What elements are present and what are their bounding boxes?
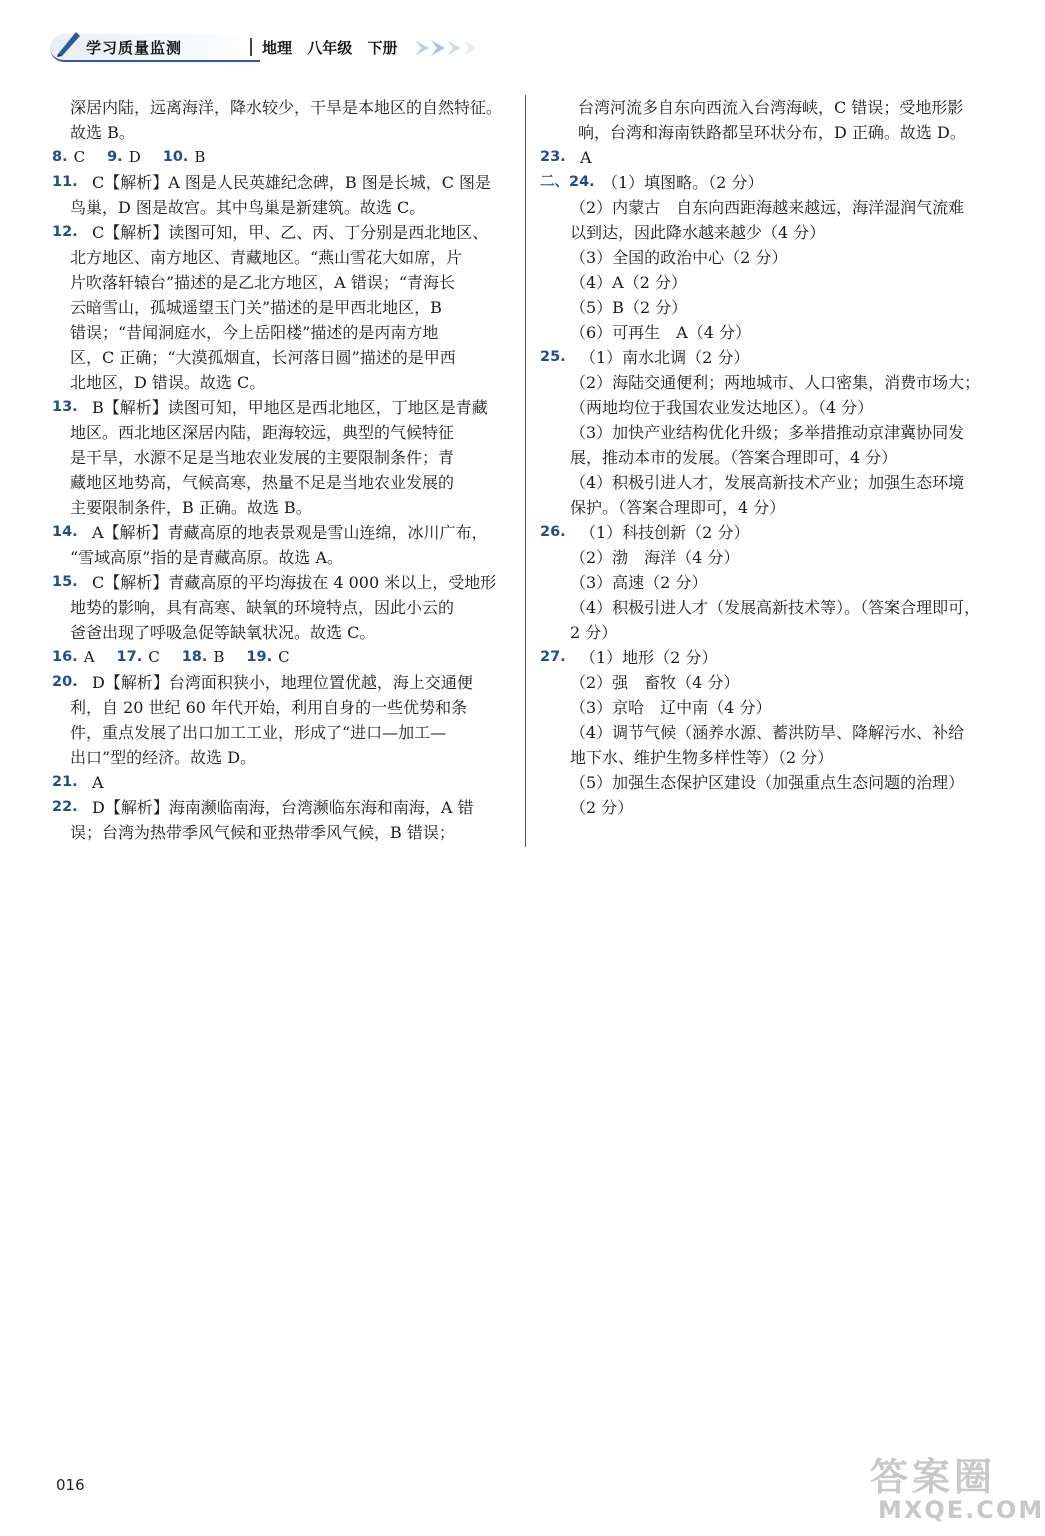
question-number: 二、24. bbox=[540, 174, 595, 190]
sub-answer: （5）B（2 分） bbox=[570, 298, 688, 317]
text-line: 地势的影响，具有高寒、缺氧的环境特点，因此小云的 bbox=[70, 598, 455, 617]
answer-value: D bbox=[128, 148, 141, 166]
question-number: 27. bbox=[540, 649, 566, 665]
text-line: 利，自 20 世纪 60 年代开始，利用自身的一些优势和条 bbox=[70, 698, 468, 717]
answer-text: C【解析】A 图是人民英雄纪念碑，B 图是长城，C 图是 bbox=[92, 173, 492, 192]
text-line: 出口”型的经济。故选 D。 bbox=[70, 748, 257, 767]
text-line: 台湾河流多自东向西流入台湾海峡，C 错误；受地形影 bbox=[578, 98, 964, 117]
sub-answer: （2）渤 海洋（4 分） bbox=[570, 548, 740, 567]
sub-answer: （2）内蒙古 自东向西距海越来越远，海洋湿润气流难 bbox=[570, 198, 965, 217]
answer-item-20 bbox=[52, 670, 512, 770]
left-column bbox=[52, 95, 512, 845]
question-number: 21. bbox=[52, 774, 78, 790]
watermark-logo bbox=[870, 1446, 1045, 1532]
text-line: 鸟巢，D 图是故宫。其中鸟巢是新建筑。故选 C。 bbox=[70, 198, 426, 217]
answer-row-16-19 bbox=[52, 645, 512, 670]
question-number: 20. bbox=[52, 674, 78, 690]
chevron-arrows-icon bbox=[415, 36, 495, 60]
text-line: 区，C 正确；“大漠孤烟直，长河落日圆”描述的是甲西 bbox=[70, 348, 456, 367]
text-line: 是干旱，水源不足是当地农业发展的主要限制条件；青 bbox=[70, 448, 455, 467]
answer-continuation bbox=[52, 95, 512, 145]
answer-row-8-10 bbox=[52, 145, 512, 170]
answer-text: D【解析】台湾面积狭小，地理位置优越，海上交通便 bbox=[92, 673, 473, 692]
sub-answer-line: 展，推动本市的发展。（答案合理即可，4 分） bbox=[570, 448, 898, 467]
sub-answer: （4）积极引进人才，发展高新技术产业；加强生态环境 bbox=[570, 473, 965, 492]
question-number: 16. bbox=[52, 649, 78, 665]
sub-answer-line: 保护。（答案合理即可，4 分） bbox=[570, 498, 786, 517]
answer-value: C bbox=[278, 648, 290, 666]
sub-answer: （3）高速（2 分） bbox=[570, 573, 708, 592]
text-line: 地区。西北地区深居内陆，距海较远，典型的气候特征 bbox=[70, 423, 455, 442]
text-line: 错误；“昔闻洞庭水，今上岳阳楼”描述的是丙南方地 bbox=[70, 323, 439, 342]
sub-answer: （2）海陆交通便利；两地城市、人口密集，消费市场大； bbox=[570, 373, 981, 392]
answer-item-25 bbox=[540, 345, 1002, 520]
page-header bbox=[50, 32, 450, 62]
text-line: 爸爸出现了呼吸急促等缺氧状况。故选 C。 bbox=[70, 623, 376, 642]
sub-answer: （4）积极引进人才（发展高新技术等）。（答案合理即可， bbox=[570, 598, 981, 617]
answer-value: C bbox=[73, 148, 86, 166]
sub-answer: （6）可再生 A（4 分） bbox=[570, 323, 752, 342]
sub-answer: （2）强 畜牧（4 分） bbox=[570, 673, 740, 692]
answer-item-23 bbox=[540, 145, 1002, 170]
answer-item-24 bbox=[540, 170, 1002, 345]
answer-text: A bbox=[580, 148, 592, 167]
text-line: 片吹落轩辕台”描述的是乙北方地区，A 错误；“青海长 bbox=[70, 273, 456, 292]
question-number: 13. bbox=[52, 399, 78, 415]
answer-item-12 bbox=[52, 220, 512, 395]
answer-text: A【解析】青藏高原的地表景观是雪山连绵，冰川广布， bbox=[92, 523, 488, 542]
answer-item-21 bbox=[52, 770, 512, 795]
text-line: 主要限制条件，B 正确。故选 B。 bbox=[70, 498, 312, 517]
answer-value: B bbox=[194, 148, 206, 166]
sub-answer: （4）调节气候（涵养水源、蓄洪防旱、降解污水、补给 bbox=[570, 723, 965, 742]
text-line: 云暗雪山，孤城遥望玉门关”描述的是甲西北地区，B bbox=[70, 298, 442, 317]
header-divider bbox=[250, 38, 252, 56]
right-column bbox=[540, 95, 1002, 820]
question-number: 23. bbox=[540, 149, 566, 165]
text-line: 故选 B。 bbox=[70, 123, 135, 142]
sub-answer-line: （两地均位于我国农业发达地区）。（4 分） bbox=[570, 398, 874, 417]
text-line: “雪域高原”指的是青藏高原。故选 A。 bbox=[70, 548, 344, 567]
subject-title: 地理 八年级 下册 bbox=[262, 39, 398, 57]
watermark-url: MXQE.COM bbox=[878, 1496, 1045, 1524]
text-line: 件，重点发展了出口加工工业，形成了“进口—加工— bbox=[70, 723, 447, 742]
sub-answer-line: 地下水、维护生物多样性等）（2 分） bbox=[570, 748, 834, 767]
answer-item-15 bbox=[52, 570, 512, 645]
text-line: 藏地区地势高，气候高寒，热量不足是当地农业发展的 bbox=[70, 473, 455, 492]
text-line: 误；台湾为热带季风气候和亚热带季风气候，B 错误； bbox=[70, 823, 455, 842]
answer-text: C【解析】读图可知，甲、乙、丙、丁分别是西北地区、 bbox=[92, 223, 489, 242]
question-number: 10. bbox=[162, 149, 189, 165]
answer-text: （1）科技创新（2 分） bbox=[580, 523, 750, 542]
question-number: 26. bbox=[540, 524, 566, 540]
sub-answer-line: 以到达，因此降水越来越少（4 分） bbox=[570, 223, 826, 242]
question-number: 11. bbox=[52, 174, 78, 190]
sub-answer-line: 2 分） bbox=[570, 623, 618, 642]
question-number: 12. bbox=[52, 224, 78, 240]
answer-value: B bbox=[213, 648, 225, 666]
answer-text: C【解析】青藏高原的平均海拔在 4 000 米以上，受地形 bbox=[92, 573, 497, 592]
answer-item-27 bbox=[540, 645, 1002, 820]
answer-text: A bbox=[92, 773, 104, 792]
answer-text: （1）南水北调（2 分） bbox=[580, 348, 750, 367]
text-line: 北方地区、南方地区、青藏地区。“燕山雪花大如席，片 bbox=[70, 248, 463, 267]
text-line: 响，台湾和海南铁路都呈环状分布，D 正确。故选 D。 bbox=[578, 123, 966, 142]
answer-text: B【解析】读图可知，甲地区是西北地区，丁地区是青藏 bbox=[92, 398, 488, 417]
answer-value: C bbox=[148, 648, 160, 666]
answer-value: A bbox=[83, 648, 95, 666]
question-number: 15. bbox=[52, 574, 78, 590]
text-line: 深居内陆，远离海洋，降水较少，干旱是本地区的自然特征。 bbox=[70, 98, 503, 117]
answer-item-22 bbox=[52, 795, 512, 845]
sub-answer: （3）京哈 辽中南（4 分） bbox=[570, 698, 772, 717]
question-number: 17. bbox=[116, 649, 143, 665]
pen-icon bbox=[54, 28, 84, 58]
page-number: 016 bbox=[56, 1476, 85, 1494]
question-number: 19. bbox=[246, 649, 273, 665]
question-number: 14. bbox=[52, 524, 78, 540]
sub-answer: （3）加快产业结构优化升级；多举措推动京津冀协同发 bbox=[570, 423, 965, 442]
question-number: 9. bbox=[107, 149, 123, 165]
series-title: 学习质量监测 bbox=[86, 39, 183, 57]
question-number: 8. bbox=[52, 149, 68, 165]
answer-text: （1）填图略。（2 分） bbox=[602, 173, 764, 192]
text-line: 北地区，D 错误。故选 C。 bbox=[70, 373, 266, 392]
answer-continuation bbox=[540, 95, 1002, 145]
sub-answer: （3）全国的政治中心（2 分） bbox=[570, 248, 788, 267]
question-number: 25. bbox=[540, 349, 566, 365]
question-number: 18. bbox=[181, 649, 208, 665]
answer-item-14 bbox=[52, 520, 512, 570]
answer-text: （1）地形（2 分） bbox=[580, 648, 718, 667]
question-number: 22. bbox=[52, 799, 78, 815]
sub-answer: （5）加强生态保护区建设（加强重点生态问题的治理） bbox=[570, 773, 965, 792]
column-divider bbox=[525, 95, 526, 847]
sub-answer-line: （2 分） bbox=[570, 798, 634, 817]
answer-item-13 bbox=[52, 395, 512, 520]
answer-item-26 bbox=[540, 520, 1002, 645]
answer-text: D【解析】海南濒临南海，台湾濒临东海和南海，A 错 bbox=[92, 798, 474, 817]
sub-answer: （4）A（2 分） bbox=[570, 273, 688, 292]
answer-item-11 bbox=[52, 170, 512, 220]
watermark-text: 答案圈 bbox=[870, 1455, 997, 1499]
